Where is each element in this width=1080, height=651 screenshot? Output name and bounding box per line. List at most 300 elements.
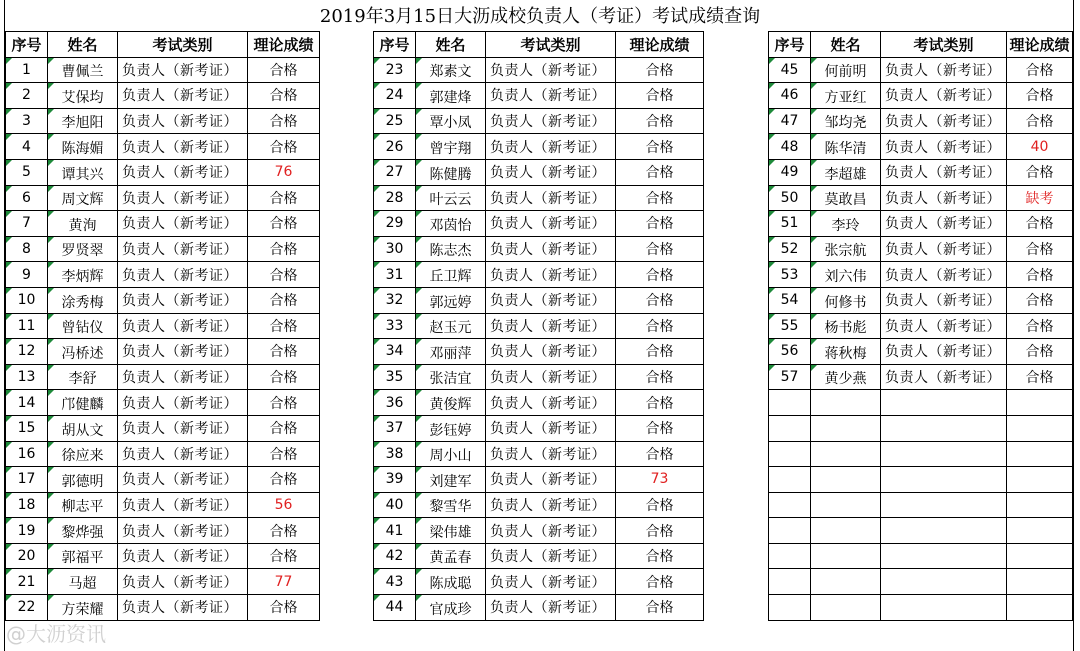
cell-category: 负责人（新考证） <box>881 287 1007 313</box>
cell-score: 合格 <box>616 518 704 544</box>
cell-category <box>881 492 1007 518</box>
table-row <box>6 441 320 467</box>
cell-name: 陈健腾 <box>416 159 486 185</box>
cell-name: 李旭阳 <box>48 108 118 134</box>
cell-score: 合格 <box>1007 313 1073 339</box>
cell-score: 77 <box>248 569 320 595</box>
cell-score: 合格 <box>1007 236 1073 262</box>
table-row <box>769 159 1073 185</box>
table-row <box>769 83 1073 109</box>
table-row <box>6 134 320 160</box>
cell-category: 负责人（新考证） <box>486 57 616 83</box>
table-row <box>769 390 1073 416</box>
header-score: 理论成绩 <box>248 32 320 58</box>
cell-score: 合格 <box>248 543 320 569</box>
table-row <box>769 57 1073 83</box>
cell-score: 合格 <box>248 211 320 237</box>
cell-name: 郭建烽 <box>416 83 486 109</box>
cell-name: 李玲 <box>811 211 881 237</box>
results-table-3 <box>768 31 1073 621</box>
header-category: 考试类别 <box>486 32 616 58</box>
cell-no <box>769 415 811 441</box>
cell-score: 合格 <box>248 364 320 390</box>
cell-score: 合格 <box>1007 211 1073 237</box>
cell-score: 76 <box>248 159 320 185</box>
cell-name <box>811 415 881 441</box>
cell-name: 何修书 <box>811 287 881 313</box>
watermark-text: @大沥资讯 <box>6 622 106 646</box>
cell-name <box>811 492 881 518</box>
cell-category: 负责人（新考证） <box>118 262 248 288</box>
cell-score: 合格 <box>616 543 704 569</box>
cell-no: 11 <box>6 313 48 339</box>
cell-score <box>1007 415 1073 441</box>
table-row <box>6 262 320 288</box>
cell-no: 37 <box>374 415 416 441</box>
cell-name: 黄孟春 <box>416 543 486 569</box>
cell-name: 罗贤翠 <box>48 236 118 262</box>
cell-no <box>769 569 811 595</box>
cell-name: 刘六伟 <box>811 262 881 288</box>
header-no: 序号 <box>769 32 811 58</box>
header-category: 考试类别 <box>118 32 248 58</box>
cell-score: 合格 <box>616 364 704 390</box>
cell-name <box>811 441 881 467</box>
cell-score <box>1007 467 1073 493</box>
cell-category: 负责人（新考证） <box>118 518 248 544</box>
cell-name: 莫敢昌 <box>811 185 881 211</box>
cell-name: 覃小凤 <box>416 108 486 134</box>
cell-no: 50 <box>769 185 811 211</box>
cell-name: 李舒 <box>48 364 118 390</box>
cell-no <box>769 492 811 518</box>
table-row <box>6 83 320 109</box>
cell-category <box>881 518 1007 544</box>
cell-score: 合格 <box>248 390 320 416</box>
table-row <box>374 236 704 262</box>
cell-category: 负责人（新考证） <box>881 134 1007 160</box>
cell-no: 17 <box>6 467 48 493</box>
cell-name: 黄洵 <box>48 211 118 237</box>
cell-category: 负责人（新考证） <box>118 569 248 595</box>
table-row <box>6 569 320 595</box>
cell-category: 负责人（新考证） <box>118 390 248 416</box>
cell-no: 22 <box>6 595 48 621</box>
cell-score: 合格 <box>248 83 320 109</box>
cell-name: 李炳辉 <box>48 262 118 288</box>
header-no: 序号 <box>374 32 416 58</box>
cell-name: 黄俊辉 <box>416 390 486 416</box>
header-no: 序号 <box>6 32 48 58</box>
cell-no: 45 <box>769 57 811 83</box>
cell-score <box>1007 518 1073 544</box>
cell-name: 柳志平 <box>48 492 118 518</box>
table-row <box>6 595 320 621</box>
table-row <box>374 262 704 288</box>
cell-no: 21 <box>6 569 48 595</box>
table-row <box>6 467 320 493</box>
cell-name: 涂秀梅 <box>48 287 118 313</box>
cell-score: 合格 <box>248 57 320 83</box>
cell-score: 合格 <box>248 595 320 621</box>
cell-score: 合格 <box>616 83 704 109</box>
cell-no: 38 <box>374 441 416 467</box>
cell-no: 13 <box>6 364 48 390</box>
cell-category: 负责人（新考证） <box>881 262 1007 288</box>
cell-category: 负责人（新考证） <box>118 467 248 493</box>
table-row <box>6 339 320 365</box>
page-title: 2019年3月15日大沥成校负责人（考证）考试成绩查询 <box>319 6 761 27</box>
cell-name: 李超雄 <box>811 159 881 185</box>
table-row <box>769 236 1073 262</box>
cell-category: 负责人（新考证） <box>486 236 616 262</box>
cell-no: 35 <box>374 364 416 390</box>
cell-no: 46 <box>769 83 811 109</box>
cell-no: 8 <box>6 236 48 262</box>
cell-category: 负责人（新考证） <box>118 211 248 237</box>
cell-score: 合格 <box>616 595 704 621</box>
cell-name: 黎烨强 <box>48 518 118 544</box>
cell-no: 16 <box>6 441 48 467</box>
cell-name: 丘卫辉 <box>416 262 486 288</box>
cell-category: 负责人（新考证） <box>881 339 1007 365</box>
cell-no <box>769 543 811 569</box>
cell-category <box>881 390 1007 416</box>
cell-name: 蒋秋梅 <box>811 339 881 365</box>
cell-name: 曾宇翔 <box>416 134 486 160</box>
cell-category: 负责人（新考证） <box>486 364 616 390</box>
table-row <box>769 339 1073 365</box>
cell-name: 曹佩兰 <box>48 57 118 83</box>
cell-category: 负责人（新考证） <box>486 83 616 109</box>
cell-category: 负责人（新考证） <box>118 364 248 390</box>
cell-no: 29 <box>374 211 416 237</box>
cell-no: 55 <box>769 313 811 339</box>
table-row <box>769 211 1073 237</box>
cell-category: 负责人（新考证） <box>486 390 616 416</box>
cell-name: 方荣耀 <box>48 595 118 621</box>
cell-no: 26 <box>374 134 416 160</box>
cell-category: 负责人（新考证） <box>118 415 248 441</box>
cell-category: 负责人（新考证） <box>881 83 1007 109</box>
cell-category <box>881 415 1007 441</box>
table-row <box>374 211 704 237</box>
table-row <box>6 364 320 390</box>
table-row <box>6 287 320 313</box>
table-row <box>6 236 320 262</box>
cell-no: 23 <box>374 57 416 83</box>
table-row <box>6 313 320 339</box>
cell-category: 负责人（新考证） <box>881 313 1007 339</box>
cell-score: 合格 <box>1007 339 1073 365</box>
table-row <box>374 569 704 595</box>
table-row <box>374 108 704 134</box>
cell-name <box>811 595 881 621</box>
cell-no: 24 <box>374 83 416 109</box>
table-row <box>374 313 704 339</box>
cell-no: 28 <box>374 185 416 211</box>
table-row <box>769 543 1073 569</box>
cell-score: 合格 <box>248 134 320 160</box>
cell-score: 合格 <box>248 339 320 365</box>
cell-name: 张洁宜 <box>416 364 486 390</box>
cell-category <box>881 543 1007 569</box>
cell-no: 33 <box>374 313 416 339</box>
cell-no: 15 <box>6 415 48 441</box>
cell-name: 张宗航 <box>811 236 881 262</box>
table-row <box>6 518 320 544</box>
cell-score: 合格 <box>1007 364 1073 390</box>
cell-score: 合格 <box>616 569 704 595</box>
cell-no <box>769 518 811 544</box>
cell-category: 负责人（新考证） <box>118 83 248 109</box>
cell-category: 负责人（新考证） <box>486 543 616 569</box>
cell-name: 郭福平 <box>48 543 118 569</box>
cell-score <box>1007 543 1073 569</box>
cell-no: 6 <box>6 185 48 211</box>
cell-no <box>769 390 811 416</box>
cell-name: 梁伟雄 <box>416 518 486 544</box>
cell-no <box>769 467 811 493</box>
table-row <box>769 262 1073 288</box>
table-row <box>374 287 704 313</box>
table-row <box>374 492 704 518</box>
cell-score: 合格 <box>1007 57 1073 83</box>
cell-no: 43 <box>374 569 416 595</box>
table-row <box>6 492 320 518</box>
table-row <box>374 518 704 544</box>
cell-category: 负责人（新考证） <box>486 595 616 621</box>
cell-no: 2 <box>6 83 48 109</box>
cell-category: 负责人（新考证） <box>486 108 616 134</box>
table-row <box>769 569 1073 595</box>
cell-no: 57 <box>769 364 811 390</box>
cell-category: 负责人（新考证） <box>118 57 248 83</box>
cell-score: 合格 <box>248 287 320 313</box>
cell-score <box>1007 595 1073 621</box>
cell-category: 负责人（新考证） <box>118 287 248 313</box>
cell-category: 负责人（新考证） <box>486 339 616 365</box>
cell-no: 9 <box>6 262 48 288</box>
cell-name: 冯桥述 <box>48 339 118 365</box>
cell-category: 负责人（新考证） <box>118 313 248 339</box>
cell-name: 彭钰婷 <box>416 415 486 441</box>
cell-name: 何前明 <box>811 57 881 83</box>
cell-name: 刘建军 <box>416 467 486 493</box>
cell-name: 郭德明 <box>48 467 118 493</box>
cell-category <box>881 569 1007 595</box>
cell-no: 42 <box>374 543 416 569</box>
cell-name: 杨书彪 <box>811 313 881 339</box>
cell-no <box>769 595 811 621</box>
cell-no: 19 <box>6 518 48 544</box>
header-name: 姓名 <box>811 32 881 58</box>
table-row <box>769 108 1073 134</box>
cell-name: 曾钻仪 <box>48 313 118 339</box>
cell-name <box>811 518 881 544</box>
cell-name: 邝健麟 <box>48 390 118 416</box>
cell-name: 黎雪华 <box>416 492 486 518</box>
cell-no: 34 <box>374 339 416 365</box>
table-row <box>6 108 320 134</box>
cell-score: 合格 <box>616 492 704 518</box>
cell-category: 负责人（新考证） <box>118 134 248 160</box>
cell-no: 51 <box>769 211 811 237</box>
cell-no: 14 <box>6 390 48 416</box>
cell-no: 53 <box>769 262 811 288</box>
cell-score: 合格 <box>616 57 704 83</box>
cell-name: 郑素文 <box>416 57 486 83</box>
cell-category: 负责人（新考证） <box>486 211 616 237</box>
cell-score: 合格 <box>616 390 704 416</box>
results-table-1 <box>5 31 320 621</box>
cell-score: 40 <box>1007 134 1073 160</box>
cell-no: 49 <box>769 159 811 185</box>
cell-name: 陈志杰 <box>416 236 486 262</box>
cell-no: 36 <box>374 390 416 416</box>
cell-score: 合格 <box>1007 108 1073 134</box>
cell-category: 负责人（新考证） <box>118 492 248 518</box>
cell-score <box>1007 441 1073 467</box>
table-row <box>374 415 704 441</box>
cell-name: 叶云云 <box>416 185 486 211</box>
table-row <box>769 313 1073 339</box>
cell-score: 合格 <box>248 262 320 288</box>
cell-name: 徐应来 <box>48 441 118 467</box>
cell-no: 5 <box>6 159 48 185</box>
cell-score: 合格 <box>616 236 704 262</box>
header-name: 姓名 <box>48 32 118 58</box>
cell-score: 合格 <box>248 518 320 544</box>
cell-no: 4 <box>6 134 48 160</box>
table-row <box>374 390 704 416</box>
header-category: 考试类别 <box>881 32 1007 58</box>
header-row <box>374 32 704 58</box>
cell-no: 31 <box>374 262 416 288</box>
header-score: 理论成绩 <box>616 32 704 58</box>
table-row <box>374 159 704 185</box>
cell-score: 合格 <box>1007 287 1073 313</box>
header-name: 姓名 <box>416 32 486 58</box>
cell-category: 负责人（新考证） <box>881 185 1007 211</box>
cell-category: 负责人（新考证） <box>881 236 1007 262</box>
cell-no: 18 <box>6 492 48 518</box>
cell-no: 40 <box>374 492 416 518</box>
cell-category: 负责人（新考证） <box>486 262 616 288</box>
table-row <box>374 467 704 493</box>
cell-name: 胡从文 <box>48 415 118 441</box>
cell-no: 20 <box>6 543 48 569</box>
cell-score: 合格 <box>616 134 704 160</box>
cell-category: 负责人（新考证） <box>486 185 616 211</box>
table-row <box>769 287 1073 313</box>
cell-no: 47 <box>769 108 811 134</box>
cell-category: 负责人（新考证） <box>486 518 616 544</box>
cell-score: 合格 <box>616 159 704 185</box>
cell-score: 合格 <box>248 441 320 467</box>
cell-category: 负责人（新考证） <box>486 467 616 493</box>
table-row <box>769 441 1073 467</box>
table-row <box>6 415 320 441</box>
cell-score <box>1007 569 1073 595</box>
cell-name: 艾保均 <box>48 83 118 109</box>
table-row <box>769 415 1073 441</box>
cell-score: 合格 <box>616 108 704 134</box>
cell-no: 12 <box>6 339 48 365</box>
cell-name: 官成珍 <box>416 595 486 621</box>
table-row <box>6 543 320 569</box>
table-row <box>769 364 1073 390</box>
table-row <box>374 57 704 83</box>
cell-category: 负责人（新考证） <box>118 159 248 185</box>
cell-score: 合格 <box>616 339 704 365</box>
results-table-2 <box>373 31 704 621</box>
cell-category: 负责人（新考证） <box>118 236 248 262</box>
cell-category: 负责人（新考证） <box>486 569 616 595</box>
cell-score: 合格 <box>248 108 320 134</box>
cell-no <box>769 441 811 467</box>
cell-score: 合格 <box>616 415 704 441</box>
cell-category: 负责人（新考证） <box>881 108 1007 134</box>
table-row <box>769 492 1073 518</box>
table-row <box>6 159 320 185</box>
table-row <box>374 543 704 569</box>
cell-category: 负责人（新考证） <box>486 134 616 160</box>
table-row <box>769 134 1073 160</box>
cell-category: 负责人（新考证） <box>486 441 616 467</box>
cell-name <box>811 390 881 416</box>
cell-category: 负责人（新考证） <box>118 595 248 621</box>
cell-name: 马超 <box>48 569 118 595</box>
cell-score: 合格 <box>248 313 320 339</box>
cell-category: 负责人（新考证） <box>881 364 1007 390</box>
table-row <box>769 518 1073 544</box>
table-row <box>6 185 320 211</box>
header-score: 理论成绩 <box>1007 32 1073 58</box>
cell-score: 合格 <box>616 287 704 313</box>
cell-score: 合格 <box>248 467 320 493</box>
cell-no: 10 <box>6 287 48 313</box>
cell-name: 赵玉元 <box>416 313 486 339</box>
cell-name: 陈华清 <box>811 134 881 160</box>
cell-name <box>811 543 881 569</box>
cell-score <box>1007 492 1073 518</box>
cell-category: 负责人（新考证） <box>486 415 616 441</box>
cell-category <box>881 595 1007 621</box>
cell-category: 负责人（新考证） <box>486 159 616 185</box>
cell-score: 合格 <box>616 185 704 211</box>
cell-score: 合格 <box>1007 159 1073 185</box>
table-row <box>6 390 320 416</box>
cell-name: 陈成聪 <box>416 569 486 595</box>
cell-score <box>1007 390 1073 416</box>
cell-score: 合格 <box>616 211 704 237</box>
cell-name: 邹均尧 <box>811 108 881 134</box>
table-row <box>769 185 1073 211</box>
cell-name: 周文辉 <box>48 185 118 211</box>
header-row <box>769 32 1073 58</box>
cell-no: 52 <box>769 236 811 262</box>
cell-category: 负责人（新考证） <box>881 211 1007 237</box>
cell-name: 周小山 <box>416 441 486 467</box>
cell-name: 谭其兴 <box>48 159 118 185</box>
cell-name <box>811 569 881 595</box>
cell-no: 7 <box>6 211 48 237</box>
cell-score: 合格 <box>248 236 320 262</box>
table-row <box>374 134 704 160</box>
table-row <box>374 83 704 109</box>
cell-no: 30 <box>374 236 416 262</box>
